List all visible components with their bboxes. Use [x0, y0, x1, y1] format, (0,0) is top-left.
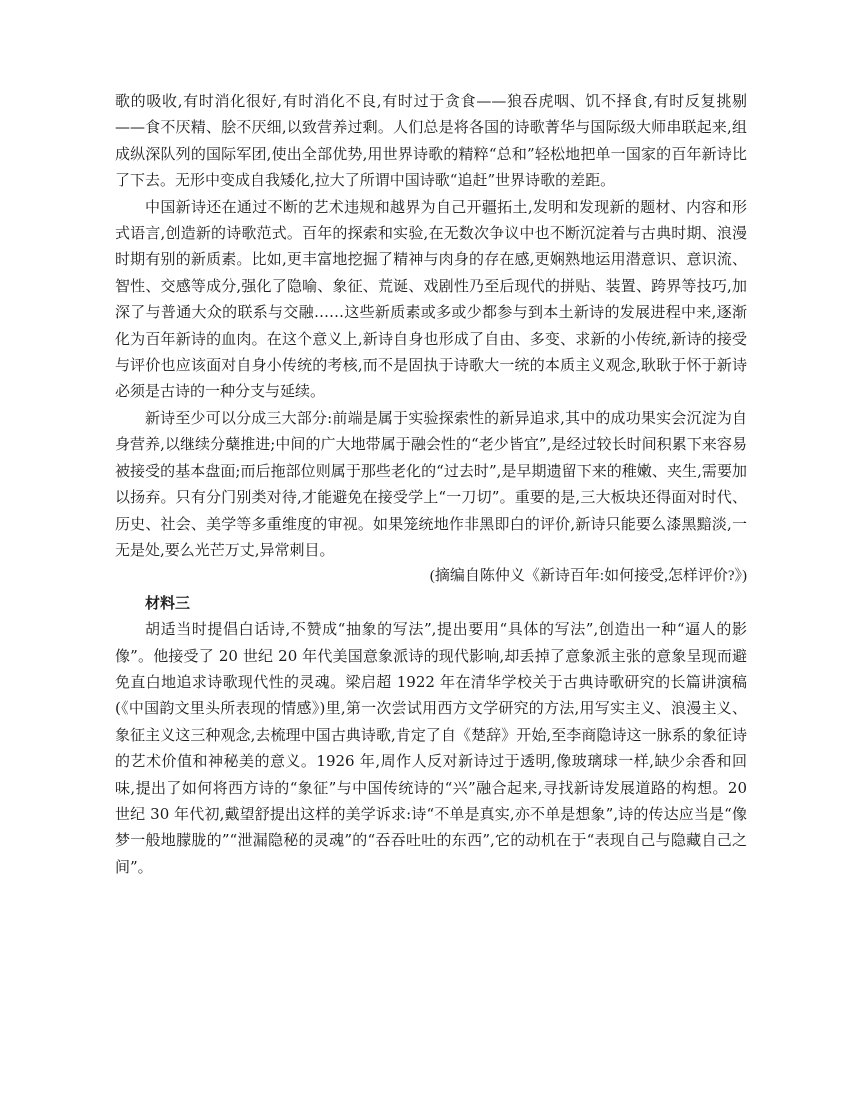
body-paragraph: 胡适当时提倡白话诗,不赞成“抽象的写法”,提出要用“具体的写法”,创造出一种“逼人的影像”。他接受了 20 世纪 20 年代美国意象派诗的现代影响,却丢掉了意象派主张的意象呈现而避免直白地追求诗歌现代性的灵魂。梁启超 1922 年在清华学校关于古典诗歌研究的长篇讲演稿(《中国韵文里头所表现的情感》)里,第一次尝试用西方文学研究的方法,用写实主义、浪漫主义、象征主义这三种观念,去梳理中国古典诗歌,肯定了自《楚辞》开始,至李商隐诗这一脉系的象征诗的艺术价值和神秘美的意义。1926 年,周作人反对新诗过于透明,像玻璃球一样,缺少余香和回味,提出了如何将西方诗的“象征”与中国传统诗的“兴”融合起来,寻找新诗发展道路的构想。20 世纪 30 年代初,戴望舒提出这样的美学诉求:诗“不单是真实,亦不单是想象”,诗的传达应当是“像梦一般地朦胧的”“泄漏隐秘的灵魂”的“吞吞吐吐的东西”,它的动机在于“表现自己与隐藏自己之间”。 [115, 620, 747, 876]
document-page [115, 88, 747, 880]
body-paragraph: 新诗至少可以分成三大部分:前端是属于实验探索性的新异追求,其中的成功果实会沉淀为自身营养,以继续分蘖推进;中间的广大地带属于融会性的“老少皆宜”,是经过较长时间积累下来容易被接受的基本盘面;而后拖部位则属于那些老化的“过去时”,是早期遗留下来的稚嫩、夹生,需要加以扬弃。只有分门别类对待,才能避免在接受学上“一刀切”。重要的是,三大板块还得面对时代、历史、社会、美学等多重维度的审视。如果笼统地作非黑即白的评价,新诗只能要么漆黑黯淡,一无是处,要么光芒万丈,异常刺目。 [115, 408, 747, 559]
body-paragraph: 歌的吸收,有时消化很好,有时消化不良,有时过于贪食——狼吞虎咽、饥不择食,有时反复挑剔——食不厌精、脍不厌细,以致营养过剩。人们总是将各国的诗歌菁华与国际级大师串联起来,组成纵深队列的国际军团,使出全部优势,用世界诗歌的精粹“总和”轻松地把单一国家的百年新诗比了下去。无形中变成自我矮化,拉大了所谓中国诗歌“追赶”世界诗歌的差距。 [115, 92, 747, 190]
source-citation: (摘编自陈仲义《新诗百年:如何接受,怎样评价?》) [429, 568, 747, 585]
body-paragraph: 中国新诗还在通过不断的艺术违规和越界为自己开疆拓土,发明和发现新的题材、内容和形式语言,创造新的诗歌范式。百年的探索和实验,在无数次争议中也不断沉淀着与古典时期、浪漫时期有别的新质素。比如,更丰富地挖掘了精神与肉身的存在感,更娴熟地运用潜意识、意识流、智性、交感等成分,强化了隐喻、象征、荒诞、戏剧性乃至后现代的拼贴、装置、跨界等技巧,加深了与普通大众的联系与交融……这些新质素或多或少都参与到本土新诗的发展进程中来,逐渐化为百年新诗的血肉。在这个意义上,新诗自身也形成了自由、多变、求新的小传统,新诗的接受与评价也应该面对自身小传统的考核,而不是固执于诗歌大一统的本质主义观念,耿耿于怀于新诗必须是古诗的一种分支与延续。 [115, 197, 747, 401]
section-heading: 材料三 [145, 593, 191, 612]
